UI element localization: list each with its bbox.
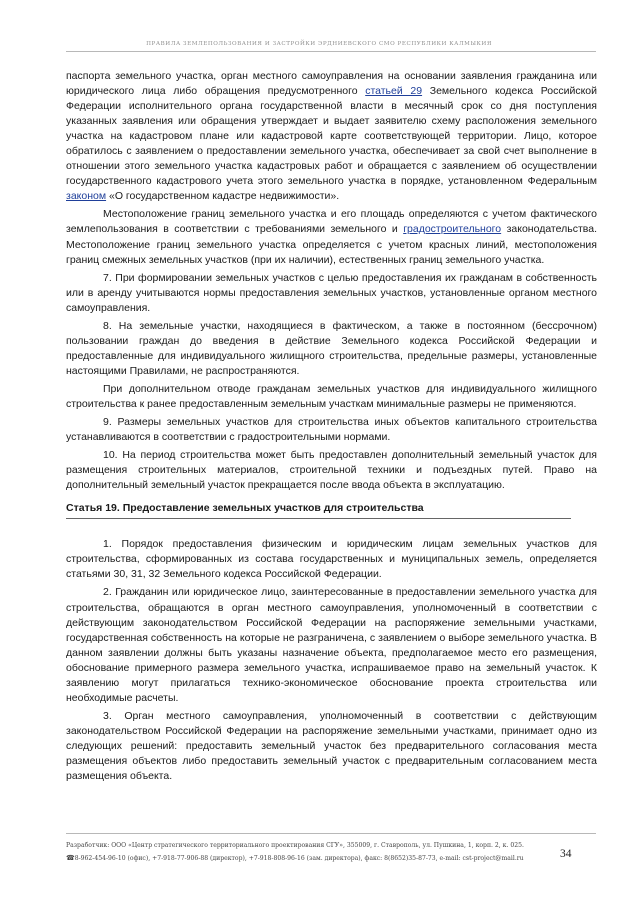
paragraph — [66, 207, 597, 267]
header-divider — [66, 51, 596, 52]
paragraph: 9. Размеры земельных участков для строительства иных объектов капитального строительства устанавливаются в соответствии с градостроительными нормами. — [66, 416, 597, 444]
footer-divider — [66, 833, 596, 834]
paragraph-text: Земельного кодекса Российской Федерации исполнительного органа государственной власти в месячный срок со дня поступления указанных заявления или обращения утверждает и выдает заявителю схему расположения земельного участка на кадастровом плане или кадастровой карте соответствующей территории. Лицо, которое обратилось с заявлением о предоставлении земельного участка, обеспечивает за свой счет выполнение в отношении этого земельного участка кадастровых работ и обращается с заявлением об осуществлении государственного кадастрового учета этого земельного участка в порядке, установленном Федеральным — [66, 85, 597, 188]
paragraph-text: законодательства. Местоположение границ земельного участка определяется с учетом красных линий, местоположения границ смежных земельных участков (при их наличии), естественных границ земельного участка. — [66, 223, 597, 266]
footer-developer-line: Разработчик: ООО «Центр стратегического территориального проектирования СГУ», 355009, г. Ставрополь, ул. Пушкина, 1, корп. 2, к. 025. — [66, 842, 524, 849]
footer-contacts-text: 8-962-454-96-10 (офис), +7-918-77-906-88 (директор), +7-918-808-96-16 (зам. директора), факс: 8(8652)35-87-73, e-mail: cst-project@mail.ru — [74, 855, 524, 862]
page-number: 34 — [560, 848, 572, 860]
urban-planning-link[interactable]: градостроительного — [403, 223, 502, 236]
spacer — [66, 519, 597, 537]
article-29-link[interactable]: статьей 29 — [365, 85, 423, 98]
paragraph — [66, 69, 597, 204]
paragraph-text: «О государственном кадастре недвижимости». — [106, 190, 340, 203]
paragraph: 3. Орган местного самоуправления, уполномоченный в соответствии с действующим законодательством Российской Федерации на распоряжение земельными участками, принимает одно из следующих решений: предоставить земельный участок без предварительного согласования места размещения объектов либо предоставить земельный участок с предварительным согласованием места размещения объекта. — [66, 709, 597, 783]
paragraph-text: паспорта земельного участка, орган местного самоуправления на основании заявления гражданина или юридического лица либо обращения предусмотренного — [66, 70, 597, 98]
paragraph: 8. На земельные участки, находящиеся в фактическом, а также в постоянном (бессрочном) пользовании граждан до введения в действие Земельного кодекса Российской Федерации и предоставленные для индивидуального жилищного строительства, предельные размеры, установленные настоящими Правилами, не распространяются. — [66, 319, 597, 377]
paragraph-text: Местоположение границ земельного участка и его площадь определяются с учетом фактического землепользования в соответствии с требованиями земельного и — [66, 208, 597, 236]
document-body — [66, 69, 597, 787]
federal-law-link[interactable]: законом — [66, 190, 107, 203]
paragraph: 2. Гражданин или юридическое лицо, заинтересованные в предоставлении земельного участка для строительства, обращаются в орган местного самоуправления, уполномоченный в соответствии с действующим законодательством Российской Федерации на распоряжение земельными участками, государственная собственность на которые не разграничена, с заявлением о выборе земельного участка. В данном заявлении должны быть указаны назначение объекта, предполагаемое место его размещения, обоснование примерного размера земельного участка, испрашиваемое право на земельный участок. К заявлению могут прилагаться технико-экономическое обоснование проекта строительства или необходимые расчеты. — [66, 586, 597, 704]
paragraph: 7. При формировании земельных участков с целью предоставления их гражданам в собственность или в аренду учитываются нормы предоставления земельных участков, установленные органом местного самоуправления. — [66, 271, 597, 314]
article-heading: Статья 19. Предоставление земельных участков для строительства — [66, 501, 571, 519]
paragraph: 10. На период строительства может быть предоставлен дополнительный земельный участок для размещения строительных материалов, строительной техники и подъездных путей. Право на дополнительный земельный участок прекращается после ввода объекта в эксплуатацию. — [66, 449, 597, 492]
running-header: ПРАВИЛА ЗЕМЛЕПОЛЬЗОВАНИЯ И ЗАСТРОЙКИ ЭРДНИЕВСКОГО СМО РЕСПУБЛИКИ КАЛМЫКИЯ — [146, 41, 492, 47]
paragraph: При дополнительном отводе гражданам земельных участков для индивидуального жилищного строительства к ранее предоставленным земельным участкам минимальные размеры не применяются. — [66, 382, 597, 410]
telephone-icon: ☎ — [66, 854, 75, 862]
footer — [66, 840, 536, 865]
paragraph: 1. Порядок предоставления физическим и юридическим лицам земельных участков для строительства, сформированных из состава государственных и муниципальных земель, определяется статьями 30, 31, 32 Земельного кодекса Российской Федерации. — [66, 538, 597, 581]
footer-contacts-line — [66, 852, 536, 865]
